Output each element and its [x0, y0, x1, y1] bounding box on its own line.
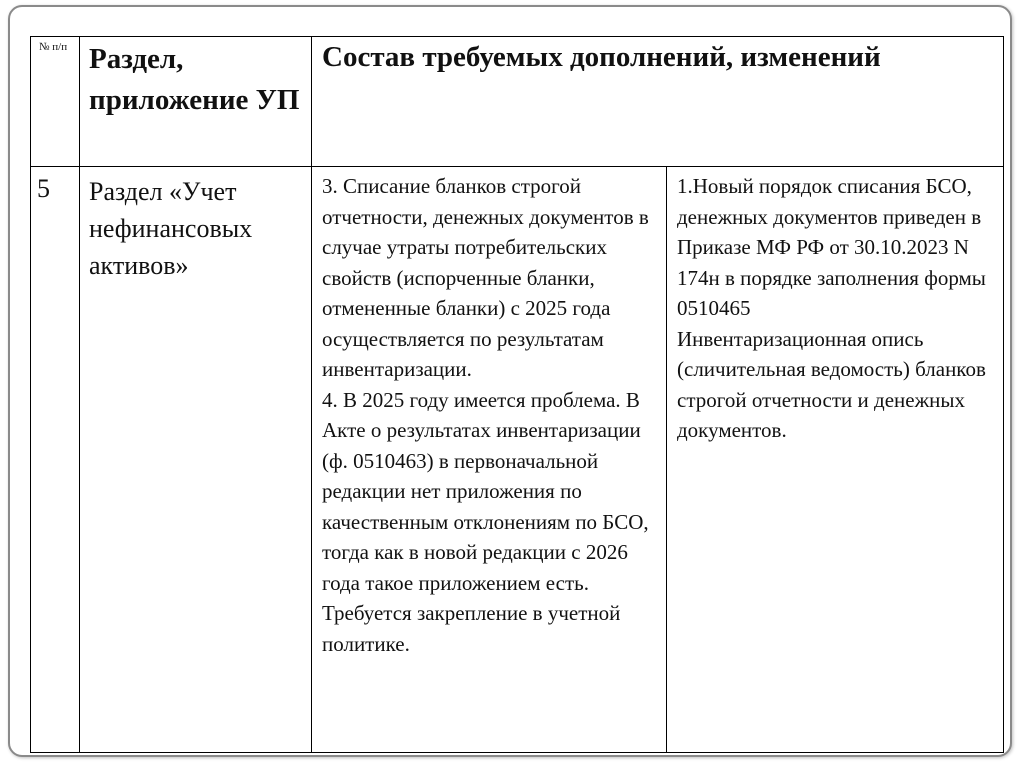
row-reference: 1.Новый порядок списания БСО, денежных документов приведен в Приказе МФ РФ от 30.10.2023 N 174н в порядке заполнения формы 0510465 Инвентаризационная опись (сличительная ведомость) бланков строгой отчетности и денежных документов. — [667, 167, 1004, 753]
row-number: 5 — [31, 167, 80, 753]
header-section: Раздел, приложение УП — [80, 37, 312, 167]
row-description: 3. Списание бланков строгой отчетности, денежных документов в случае утраты потребительских свойств (испорченные бланки, отмененные бланки) с 2025 года осуществляется по результатам инвентаризации. 4. В 2025 году имеется проблема. В Акте о результатах инвентаризации (ф. 0510463) в первоначальной редакции нет приложения по качественным отклонениям по БСО, тогда как в новой редакции с 2026 года такое приложением есть. Требуется закрепление в учетной политике. — [312, 167, 667, 753]
slide-frame — [8, 5, 1012, 757]
table-header-row — [31, 37, 1004, 167]
header-number: № п/п — [31, 37, 80, 167]
table-row — [31, 167, 1004, 753]
row-section: Раздел «Учет нефинансовых активов» — [80, 167, 312, 753]
changes-table — [30, 36, 1004, 753]
header-composition: Состав требуемых дополнений, изменений — [312, 37, 1004, 167]
